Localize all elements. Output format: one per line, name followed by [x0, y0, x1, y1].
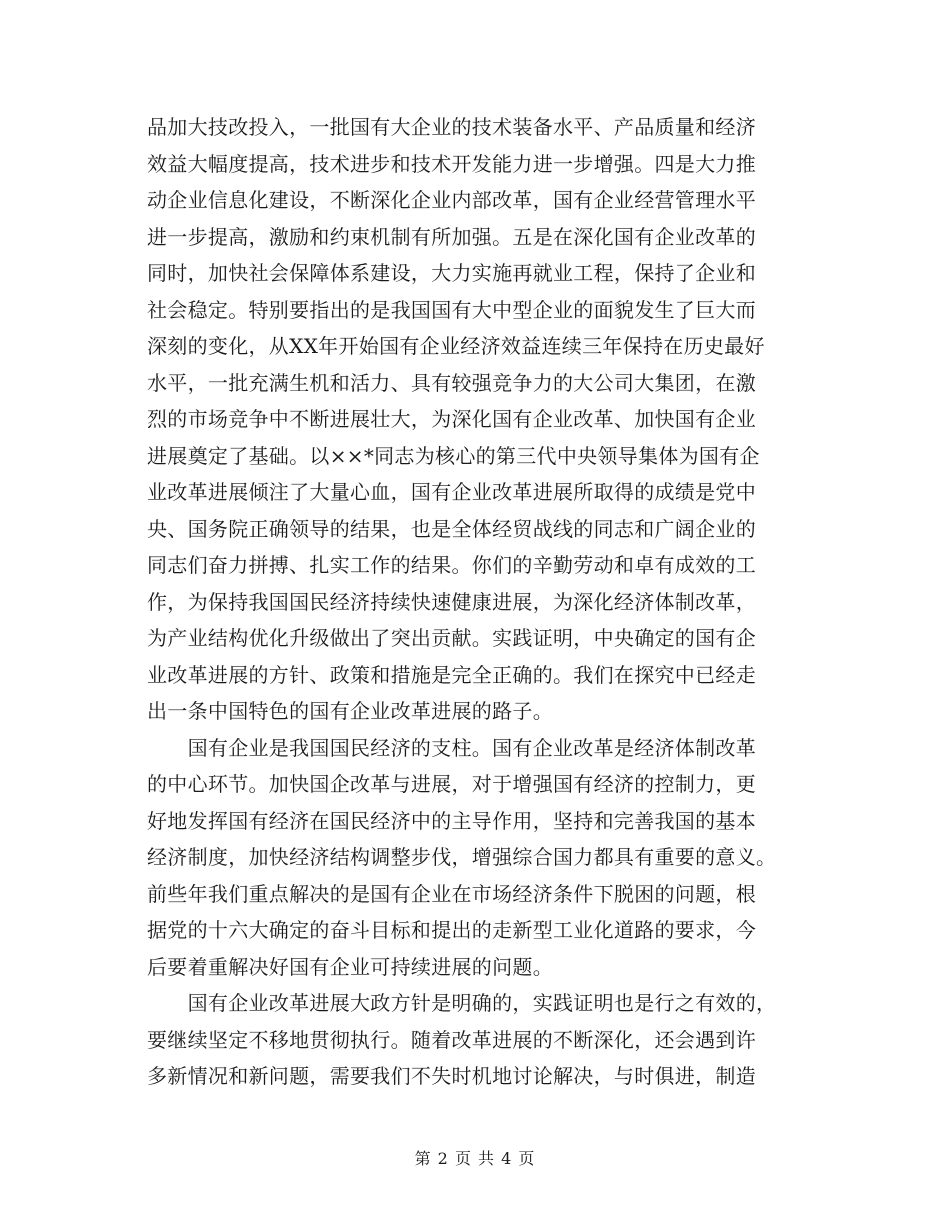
text-line: 国有企业改革进展大政方针是明确的，实践证明也是行之有效的， — [147, 991, 777, 1015]
text-line: 业改革进展的方针、政策和措施是完全正确的。我们在探究中已经走 — [147, 662, 756, 687]
text-line: 前些年我们重点解决的是国有企业在市场经济条件下脱困的问题，根 — [147, 881, 756, 906]
text-line: 多新情况和新问题，需要我们不失时机地讨论解决，与时俱进，制造 — [147, 1064, 756, 1088]
text-line: 烈的市场竞争中不断进展壮大，为深化国有企业改革、加快国有企业 — [147, 407, 756, 431]
text-line: 作，为保持我国国民经济持续快速健康进展，为深化经济体制改革， — [147, 589, 756, 614]
text-line: 的中心环节。加快国企改革与进展，对于增强国有经济的控制力，更 — [147, 772, 756, 796]
paragraph-2 — [147, 730, 807, 986]
text-line: 品加大技改投入，一批国有大企业的技术装备水平、产品质量和经济 — [147, 115, 756, 139]
text-line: 业改革进展倾注了大量心血，国有企业改革进展所取得的成绩是党中 — [147, 480, 756, 504]
paragraph-1 — [147, 109, 807, 730]
text-line: 进展奠定了基础。以××*同志为核心的第三代中央领导集体为国有企 — [147, 443, 760, 468]
text-line: 据党的十六大确定的奋斗目标和提出的走新型工业化道路的要求，今 — [147, 918, 756, 942]
text-line: 出一条中国特色的国有企业改革进展的路子。 — [147, 699, 553, 723]
text-line: 动企业信息化建设，不断深化企业内部改革，国有企业经营管理水平 — [147, 188, 756, 212]
text-line: 央、国务院正确领导的结果，也是全体经贸战线的同志和广阔企业的 — [147, 516, 756, 541]
text-line: 国有企业是我国国民经济的支柱。国有企业改革是经济体制改革 — [147, 735, 756, 760]
text-line: 社会稳定。特别要指出的是我国国有大中型企业的面貌发生了巨大而 — [147, 297, 756, 322]
text-line: 经济制度，加快经济结构调整步伐，增强综合国力都具有重要的意义。 — [147, 845, 777, 869]
text-line: 同志们奋力拼搏、扎实工作的结果。你们的辛勤劳动和卓有成效的工 — [147, 553, 756, 577]
text-line: 深刻的变化，从XX年开始国有企业经济效益连续三年保持在历史最好 — [147, 334, 765, 358]
text-line: 同时，加快社会保障体系建设，大力实施再就业工程，保持了企业和 — [147, 261, 756, 285]
text-line: 水平，一批充满生机和活力、具有较强竞争力的大公司大集团，在激 — [147, 370, 756, 395]
text-line: 为产业结构优化升级做出了突出贡献。实践证明，中央确定的国有企 — [147, 626, 756, 650]
text-line: 后要着重解决好国有企业可持续进展的问题。 — [147, 954, 553, 979]
text-line: 好地发挥国有经济在国民经济中的主导作用，坚持和完善我国的基本 — [147, 808, 756, 833]
text-line: 进一步提高，激励和约束机制有所加强。五是在深化国有企业改革的 — [147, 224, 756, 249]
document-body — [147, 109, 807, 1095]
page-footer — [0, 1148, 950, 1170]
paragraph-3 — [147, 985, 807, 1095]
page-number-label: 第 2 页 共 4 页 — [414, 1149, 536, 1168]
text-line: 要继续坚定不移地贯彻执行。随着改革进展的不断深化，还会遇到许 — [147, 1027, 756, 1052]
text-line: 效益大幅度提高，技术进步和技术开发能力进一步增强。四是大力推 — [147, 151, 756, 176]
